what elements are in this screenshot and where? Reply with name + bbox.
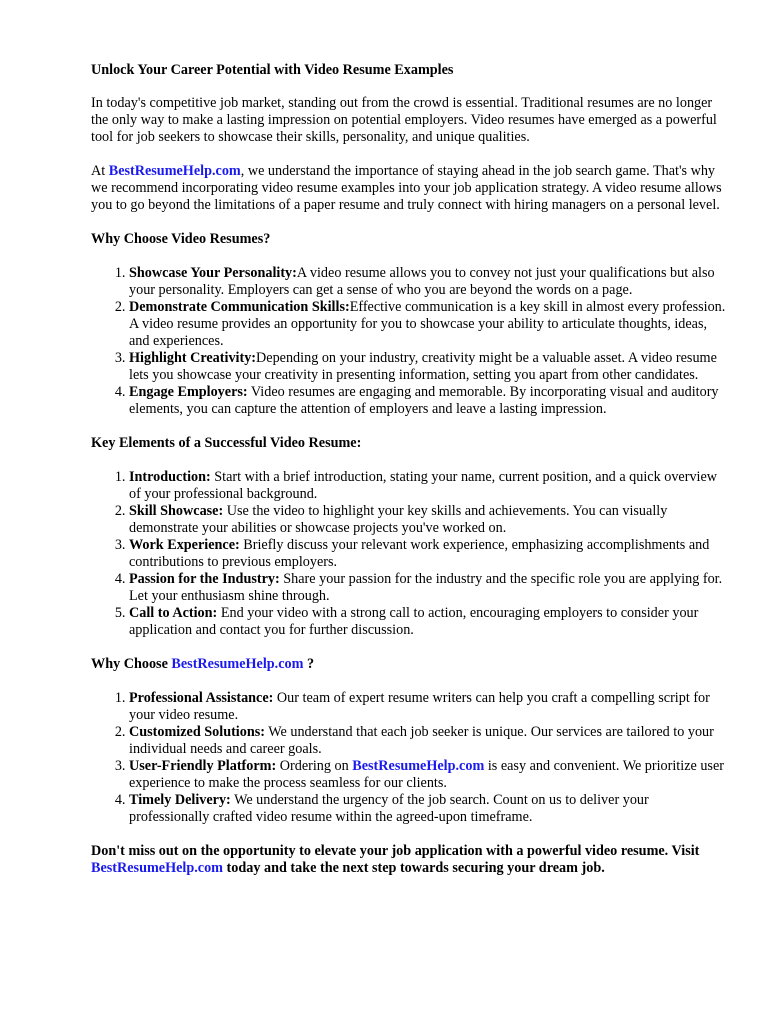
list-item bbox=[129, 265, 731, 299]
item-label: Customized Solutions: bbox=[129, 724, 265, 740]
item-text: Effective communication is a key skill in almost every profession. A video resume provides an opportunity for you to showcase your ability to articulate thoughts, ideas, and experiences. bbox=[129, 299, 726, 349]
closing-visit: Visit bbox=[671, 843, 700, 859]
item-text: Our team of expert resume writers can help you craft a compelling script for your video resume. bbox=[129, 690, 710, 723]
company-paragraph-pre: At bbox=[91, 163, 109, 179]
why-us-heading-post: ? bbox=[303, 656, 315, 672]
company-paragraph bbox=[91, 163, 731, 214]
list-item bbox=[129, 350, 731, 384]
item-label: Introduction: bbox=[129, 469, 211, 485]
item-label: User-Friendly Platform: bbox=[129, 758, 277, 774]
item-label: Call to Action: bbox=[129, 605, 218, 621]
item-text: End your video with a strong call to action, encouraging employers to consider your application and contact you for further discussion. bbox=[129, 605, 699, 638]
item-text: Use the video to highlight your key skills and achievements. You can visually demonstrate your abilities or showcase projects you've worked on. bbox=[129, 503, 668, 536]
item-text: Briefly discuss your relevant work experience, emphasizing accomplishments and contributions to previous employers. bbox=[129, 537, 710, 570]
intro-paragraph: In today's competitive job market, standing out from the crowd is essential. Traditional resumes are no longer the only way to make a lasting impression on potential employers. Video resumes have emerged as a powerful tool for job seekers to showcase their skills, personality, and unique qualities. bbox=[91, 95, 717, 145]
closing-line1: Don't miss out on the opportunity to elevate your job application with a powerful video resume. bbox=[91, 843, 669, 859]
item-label: Passion for the Industry: bbox=[129, 571, 280, 587]
item-text-post: is easy and convenient. We prioritize user experience to make the process seamless for our clients. bbox=[129, 758, 724, 791]
platform-company-link[interactable]: BestResumeHelp.com bbox=[352, 758, 485, 774]
item-label: Skill Showcase: bbox=[129, 503, 224, 519]
why-us-heading bbox=[91, 656, 731, 673]
item-label: Timely Delivery: bbox=[129, 792, 231, 808]
item-text: A video resume allows you to convey not just your qualifications but also your personality. Employers can get a sense of who you are beyond the words on a page. bbox=[129, 265, 715, 298]
list-item bbox=[129, 724, 731, 758]
list-item bbox=[129, 758, 731, 792]
item-text: We understand that each job seeker is unique. Our services are tailored to your individual needs and career goals. bbox=[129, 724, 714, 757]
closing-company-link[interactable]: BestResumeHelp.com bbox=[91, 860, 223, 876]
list-item bbox=[129, 503, 731, 537]
closing-post: today and take the next step towards securing your dream job. bbox=[223, 860, 605, 876]
list-item bbox=[129, 469, 731, 503]
key-elements-list bbox=[91, 469, 731, 639]
document-title: Unlock Your Career Potential with Video Resume Examples bbox=[91, 62, 454, 78]
item-text: Video resumes are engaging and memorable. By incorporating visual and auditory elements, you can capture the attention of employers and leave a lasting impression. bbox=[129, 384, 719, 417]
item-label: Work Experience: bbox=[129, 537, 240, 553]
list-item bbox=[129, 537, 731, 571]
item-label: Demonstrate Communication Skills: bbox=[129, 299, 350, 315]
heading-company-link[interactable]: BestResumeHelp.com bbox=[171, 656, 304, 672]
list-item bbox=[129, 571, 731, 605]
list-item bbox=[129, 690, 731, 724]
company-link[interactable]: BestResumeHelp.com bbox=[108, 163, 241, 179]
list-item bbox=[129, 605, 731, 639]
item-label: Professional Assistance: bbox=[129, 690, 274, 706]
key-elements-heading: Key Elements of a Successful Video Resume: bbox=[91, 435, 362, 451]
item-label: Engage Employers: bbox=[129, 384, 248, 400]
why-video-heading: Why Choose Video Resumes? bbox=[91, 231, 271, 247]
item-text: Share your passion for the industry and the specific role you are applying for. Let your enthusiasm shine through. bbox=[129, 571, 723, 604]
why-video-list bbox=[91, 265, 731, 418]
item-label: Showcase Your Personality: bbox=[129, 265, 297, 281]
item-label: Highlight Creativity: bbox=[129, 350, 257, 366]
item-text-pre: Ordering on bbox=[276, 758, 353, 774]
why-us-heading-pre: Why Choose bbox=[91, 656, 172, 672]
list-item bbox=[129, 384, 731, 418]
list-item bbox=[129, 792, 731, 826]
closing-paragraph bbox=[91, 843, 731, 877]
item-text: Start with a brief introduction, stating your name, current position, and a quick overview of your professional background. bbox=[129, 469, 718, 502]
company-paragraph-post: , we understand the importance of staying ahead in the job search game. That's why we recommend incorporating video resume examples into your job application strategy. A video resume allows you to go beyond the limitations of a paper resume and truly connect with hiring managers on a personal level. bbox=[91, 163, 722, 213]
document-content bbox=[91, 62, 731, 894]
item-text: Depending on your industry, creativity might be a valuable asset. A video resume lets you showcase your creativity in presenting information, setting you apart from other candidates. bbox=[129, 350, 717, 383]
list-item bbox=[129, 299, 731, 350]
why-us-list bbox=[91, 690, 731, 826]
item-text: We understand the urgency of the job search. Count on us to deliver your professionally crafted video resume within the agreed-upon timeframe. bbox=[129, 792, 649, 825]
